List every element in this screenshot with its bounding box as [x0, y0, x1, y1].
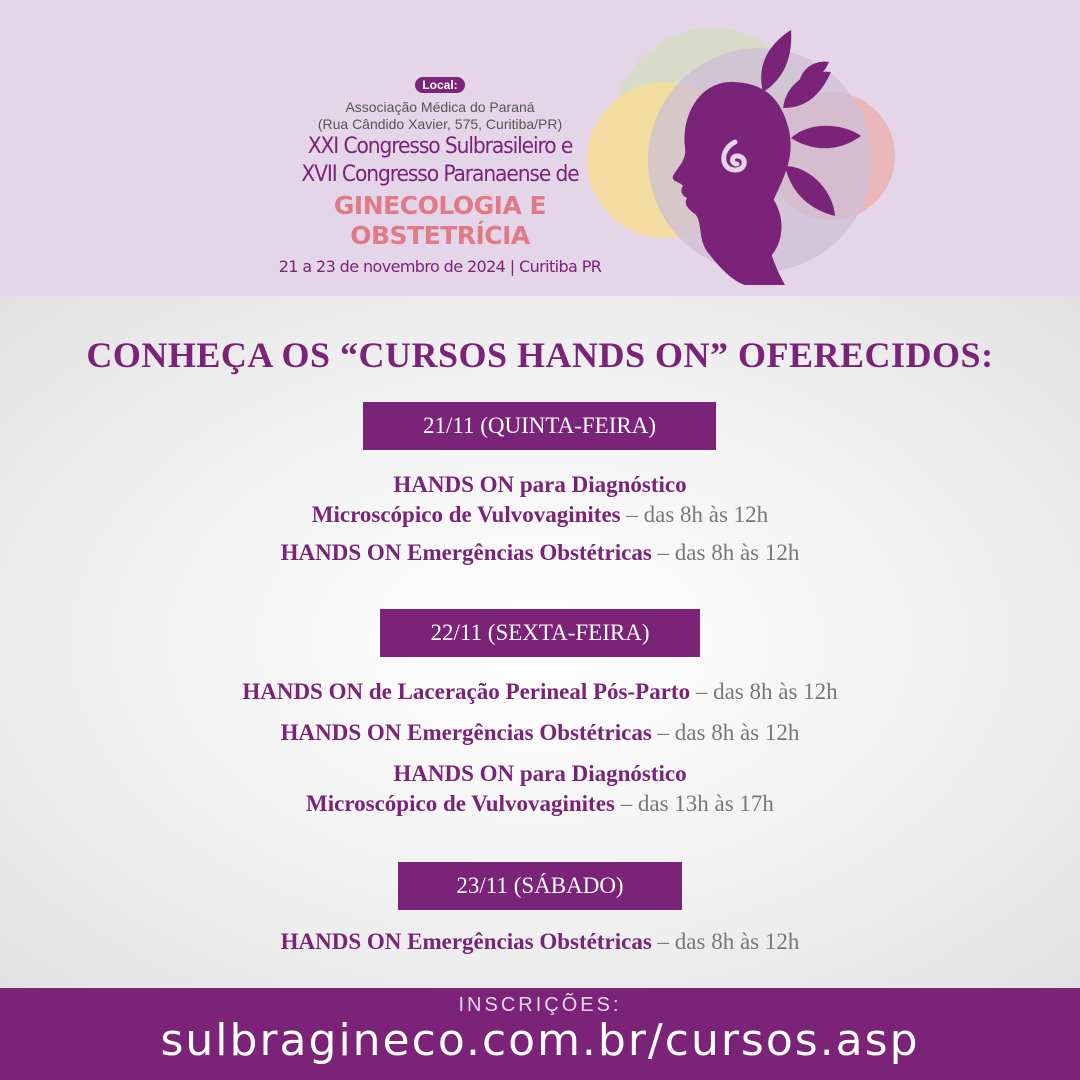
- woman-profile-leaves-icon: [585, 10, 905, 295]
- registration-link[interactable]: sulbragineco.com.br/cursos.asp: [160, 1015, 920, 1066]
- registration-footer: [0, 988, 1080, 1080]
- venue-name: Associação Médica do Paraná: [345, 99, 535, 115]
- course-hours: – das 13h às 17h: [614, 791, 774, 816]
- course-title: HANDS ON de Laceração Perineal Pós-Parto: [242, 679, 691, 704]
- course-item: [0, 927, 1080, 957]
- day-label-22-11: 22/11 (SEXTA-FEIRA): [380, 609, 700, 657]
- course-title: HANDS ON Emergências Obstétricas: [280, 540, 652, 565]
- courses-section: [0, 296, 1080, 988]
- header-banner: [0, 0, 1080, 296]
- event-info: [250, 76, 630, 276]
- specialty-title: GINECOLOGIA E OBSTETRÍCIA: [333, 191, 547, 250]
- course-hours: – das 8h às 12h: [620, 502, 769, 527]
- registration-label: INSCRIÇÕES:: [458, 994, 622, 1016]
- venue-address: (Rua Cândido Xavier, 575, Curitiba/PR): [317, 116, 563, 132]
- course-hours: – das 8h às 12h: [651, 720, 800, 745]
- course-hours: – das 8h às 12h: [651, 929, 800, 954]
- event-dates: 21 a 23 de novembro de 2024 | Curitiba PR: [278, 257, 602, 276]
- course-item: [0, 470, 1080, 530]
- course-hours: – das 8h às 12h: [651, 540, 800, 565]
- course-item: [0, 538, 1080, 568]
- course-title: HANDS ON Emergências Obstétricas: [280, 720, 652, 745]
- local-badge: Local:: [415, 77, 464, 93]
- day-label-21-11: 21/11 (QUINTA-FEIRA): [363, 402, 716, 450]
- course-title-line1: HANDS ON para Diagnóstico: [393, 761, 687, 786]
- section-headline: CONHEÇA OS “CURSOS HANDS ON” OFERECIDOS:: [86, 335, 994, 375]
- course-title-line1: HANDS ON para Diagnóstico: [393, 472, 687, 497]
- course-hours: – das 8h às 12h: [690, 679, 838, 704]
- course-title: Microscópico de Vulvovaginites: [311, 502, 621, 527]
- course-title: HANDS ON Emergências Obstétricas: [280, 929, 652, 954]
- course-title: Microscópico de Vulvovaginites: [306, 791, 615, 816]
- course-item: [0, 718, 1080, 748]
- day-label-23-11: 23/11 (SÁBADO): [398, 862, 682, 910]
- course-item: [0, 677, 1080, 707]
- congress-title-line2: XVII Congresso Paranaense de: [301, 162, 579, 187]
- course-item: [0, 759, 1080, 819]
- congress-title-line1: XXI Congresso Sulbrasileiro e: [307, 134, 573, 159]
